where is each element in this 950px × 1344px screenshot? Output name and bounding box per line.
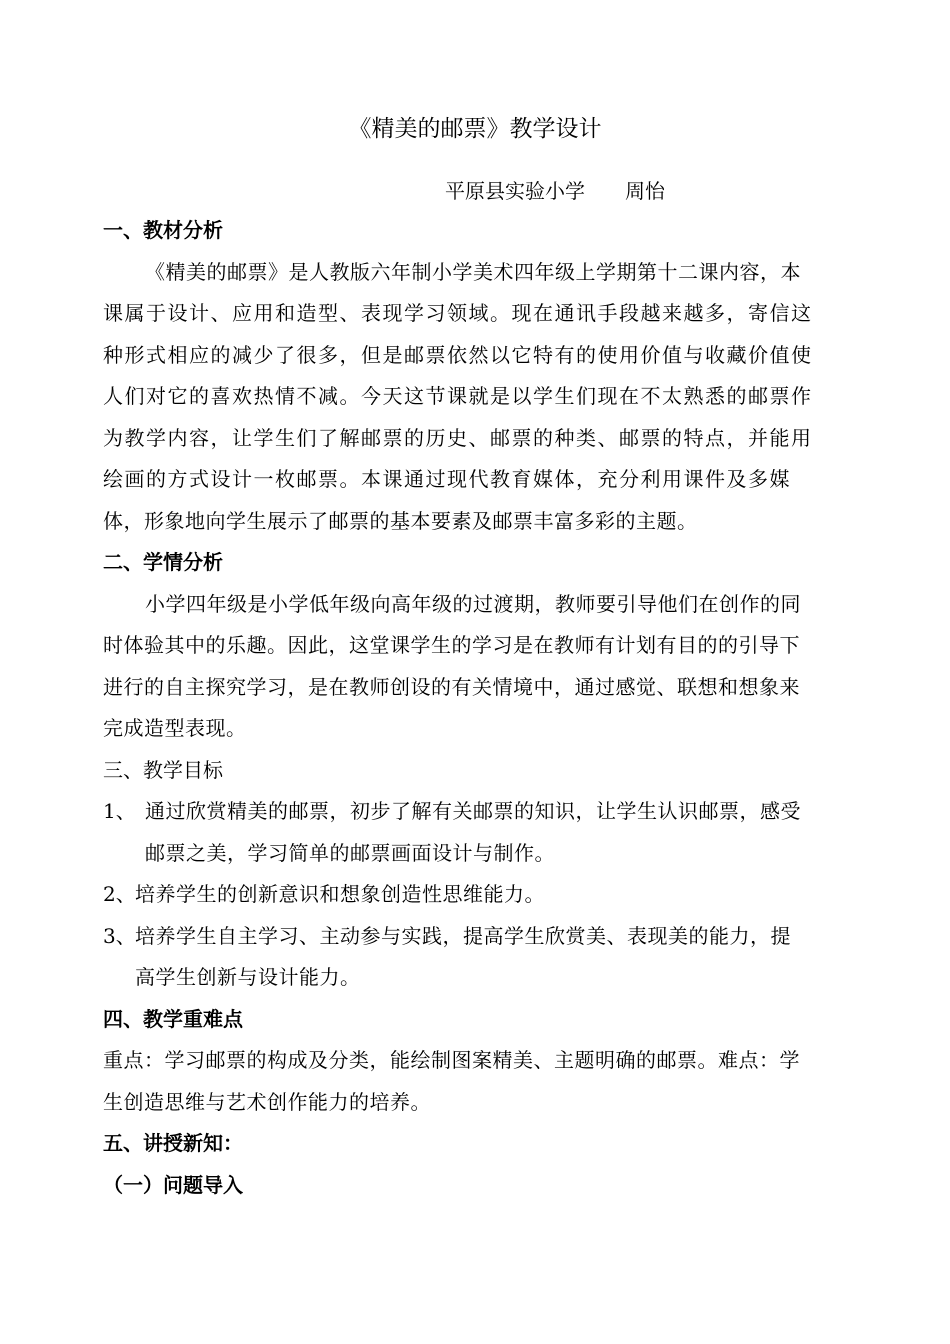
- list-item-line: 通过欣赏精美的邮票，初步了解有关邮票的知识，让学生认识邮票，感受: [145, 799, 801, 823]
- list-item-line: 培养学生的创新意识和想象创造性思维能力。: [135, 882, 545, 906]
- section-heading-key-points: 四、教学重难点: [103, 1007, 243, 1031]
- paragraph-line: 体，形象地向学生展示了邮票的基本要素及邮票丰富多彩的主题。: [103, 509, 698, 533]
- list-item-line: 高学生创新与设计能力。: [135, 965, 361, 989]
- paragraph-line: 小学四年级是小学低年级向高年级的过渡期，教师要引导他们在创作的同: [145, 592, 801, 616]
- paragraph-line: 生创造思维与艺术创作能力的培养。: [103, 1090, 431, 1114]
- author-name: 周怡: [625, 179, 665, 203]
- section-heading-new-knowledge: 五、讲授新知：: [103, 1131, 243, 1155]
- section-heading-learners: 二、学情分析: [103, 550, 223, 574]
- paragraph-line: 为教学内容，让学生们了解邮票的历史、邮票的种类、邮票的特点，并能用: [103, 426, 813, 450]
- document-title: 《精美的邮票》教学设计: [348, 116, 602, 142]
- list-item-line: 培养学生自主学习、主动参与实践，提高学生欣赏美、表现美的能力，提: [135, 924, 791, 948]
- author-line: [445, 176, 665, 206]
- paragraph-line: 绘画的方式设计一枚邮票。本课通过现代教育媒体，充分利用课件及多媒: [103, 467, 791, 491]
- paragraph-line: 种形式相应的减少了很多，但是邮票依然以它特有的使用价值与收藏价值使: [103, 343, 813, 367]
- list-item-number: 1、: [103, 799, 136, 823]
- section-heading-materials: 一、教材分析: [103, 218, 223, 242]
- subsection-heading-intro: （一）问题导入: [103, 1173, 243, 1197]
- list-item-line: 邮票之美，学习简单的邮票画面设计与制作。: [145, 841, 555, 865]
- list-item-number: 2、: [103, 882, 136, 906]
- paragraph-line: 人们对它的喜欢热情不减。今天这节课就是以学生们现在不太熟悉的邮票作: [103, 384, 813, 408]
- author-school: 平原县实验小学: [445, 179, 585, 203]
- paragraph-line: 课属于设计、应用和造型、表现学习领域。现在通讯手段越来越多，寄信这: [103, 301, 813, 325]
- paragraph-line: 《精美的邮票》是人教版六年制小学美术四年级上学期第十二课内容，本: [145, 260, 801, 284]
- list-item-number: 3、: [103, 924, 136, 948]
- paragraph-line: 重点：学习邮票的构成及分类，能绘制图案精美、主题明确的邮票。难点：学: [103, 1048, 800, 1072]
- section-heading-objectives: 三、教学目标: [103, 758, 223, 782]
- paragraph-line: 进行的自主探究学习，是在教师创设的有关情境中，通过感觉、联想和想象来: [103, 675, 800, 699]
- paragraph-line: 完成造型表现。: [103, 716, 247, 740]
- paragraph-line: 时体验其中的乐趣。因此，这堂课学生的学习是在教师有计划有目的的引导下: [103, 633, 800, 657]
